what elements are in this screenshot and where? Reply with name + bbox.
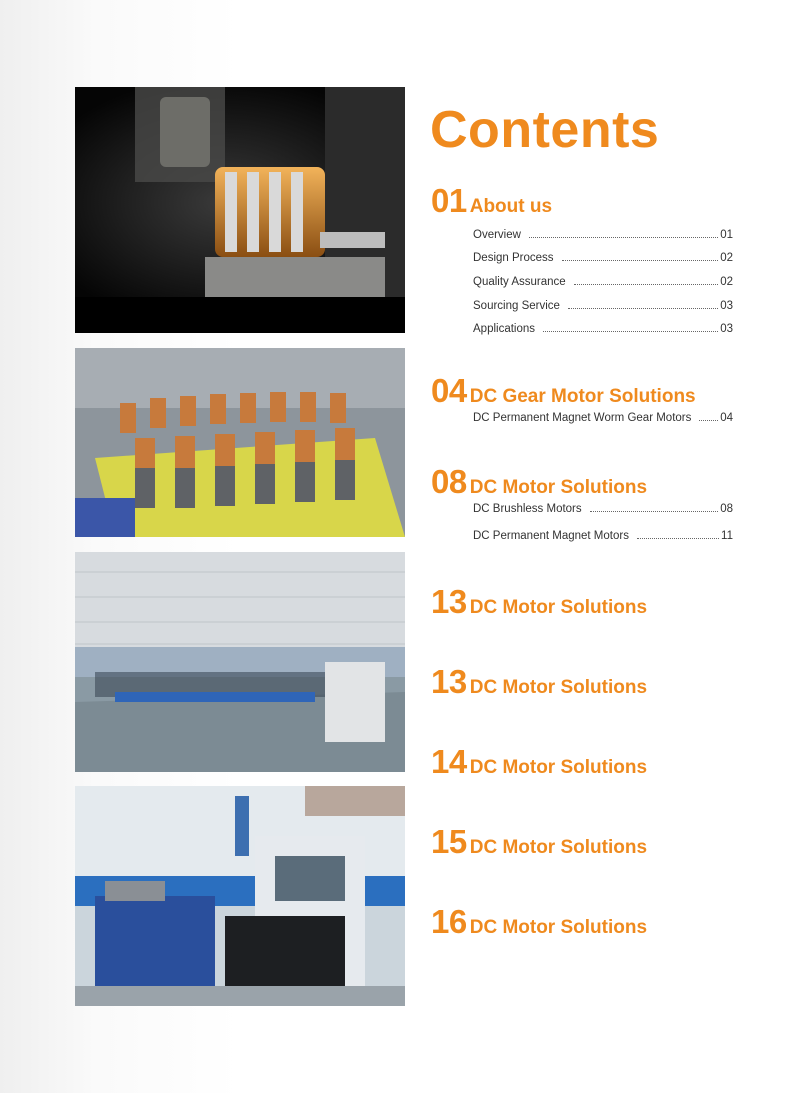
toc-leader-dots xyxy=(562,260,719,261)
section-title: DC Gear Motor Solutions xyxy=(469,386,696,407)
section-title: DC Motor Solutions xyxy=(469,757,648,778)
toc-item-page: 01 xyxy=(720,229,733,241)
toc-item-sourcing-service[interactable] xyxy=(473,300,733,312)
toc-item-label: Applications xyxy=(473,323,536,335)
toc-section-dc-motor-solutions xyxy=(431,463,733,542)
section-number: 13 xyxy=(431,583,467,620)
section-number: 15 xyxy=(431,823,467,860)
section-number: 16 xyxy=(431,903,467,940)
toc-item-label: Sourcing Service xyxy=(473,300,560,312)
toc-section-about-us xyxy=(431,182,733,335)
toc-item-worm-gear-motors[interactable] xyxy=(473,412,733,424)
section-number: 08 xyxy=(431,463,467,500)
section-title: DC Motor Solutions xyxy=(469,477,648,498)
armature-closeup-photo xyxy=(75,87,405,333)
section-title: About us xyxy=(469,196,553,217)
section-number: 04 xyxy=(431,372,467,409)
toc-item-page: 02 xyxy=(720,276,733,288)
section-number: 13 xyxy=(431,663,467,700)
toc-item-page: 11 xyxy=(721,530,733,542)
toc-section-16[interactable] xyxy=(431,903,647,941)
toc-leader-dots xyxy=(637,538,719,539)
toc-item-label: Design Process xyxy=(473,252,554,264)
toc-section-dc-gear-motor-solutions xyxy=(431,372,733,424)
toc-item-page: 03 xyxy=(720,323,733,335)
toc-section-15[interactable] xyxy=(431,823,647,861)
toc-item-label: Quality Assurance xyxy=(473,276,566,288)
toc-item-label: DC Brushless Motors xyxy=(473,503,582,515)
toc-item-quality-assurance[interactable] xyxy=(473,276,733,288)
toc-item-applications[interactable] xyxy=(473,323,733,335)
toc-item-overview[interactable] xyxy=(473,229,733,241)
section-title: DC Motor Solutions xyxy=(469,677,648,698)
page-title: Contents xyxy=(430,101,660,159)
toc-item-label: DC Permanent Magnet Worm Gear Motors xyxy=(473,412,692,424)
toc-item-label: DC Permanent Magnet Motors xyxy=(473,530,629,542)
toc-section-14[interactable] xyxy=(431,743,647,781)
toc-item-page: 02 xyxy=(720,252,733,264)
section-title: DC Motor Solutions xyxy=(469,597,648,618)
section-number: 01 xyxy=(431,182,467,219)
toc-item-brushless-motors[interactable] xyxy=(473,503,733,515)
toc-leader-dots xyxy=(699,420,718,421)
toc-item-permanent-magnet-motors[interactable] xyxy=(473,530,733,542)
testing-station-photo xyxy=(75,786,405,1006)
toc-leader-dots xyxy=(568,308,718,309)
toc-section-13b[interactable] xyxy=(431,663,647,701)
toc-leader-dots xyxy=(590,511,719,512)
toc-leader-dots xyxy=(529,237,718,238)
toc-item-page: 08 xyxy=(720,503,733,515)
factory-floor-photo xyxy=(75,552,405,772)
toc-section-13a[interactable] xyxy=(431,583,647,621)
toc-item-design-process[interactable] xyxy=(473,252,733,264)
toc-item-page: 04 xyxy=(720,412,733,424)
section-title: DC Motor Solutions xyxy=(469,837,648,858)
section-title: DC Motor Solutions xyxy=(469,917,648,938)
toc-leader-dots xyxy=(574,284,719,285)
section-number: 14 xyxy=(431,743,467,780)
rotor-tray-photo xyxy=(75,348,405,537)
toc-item-label: Overview xyxy=(473,229,521,241)
toc-item-page: 03 xyxy=(720,300,733,312)
toc-leader-dots xyxy=(543,331,718,332)
